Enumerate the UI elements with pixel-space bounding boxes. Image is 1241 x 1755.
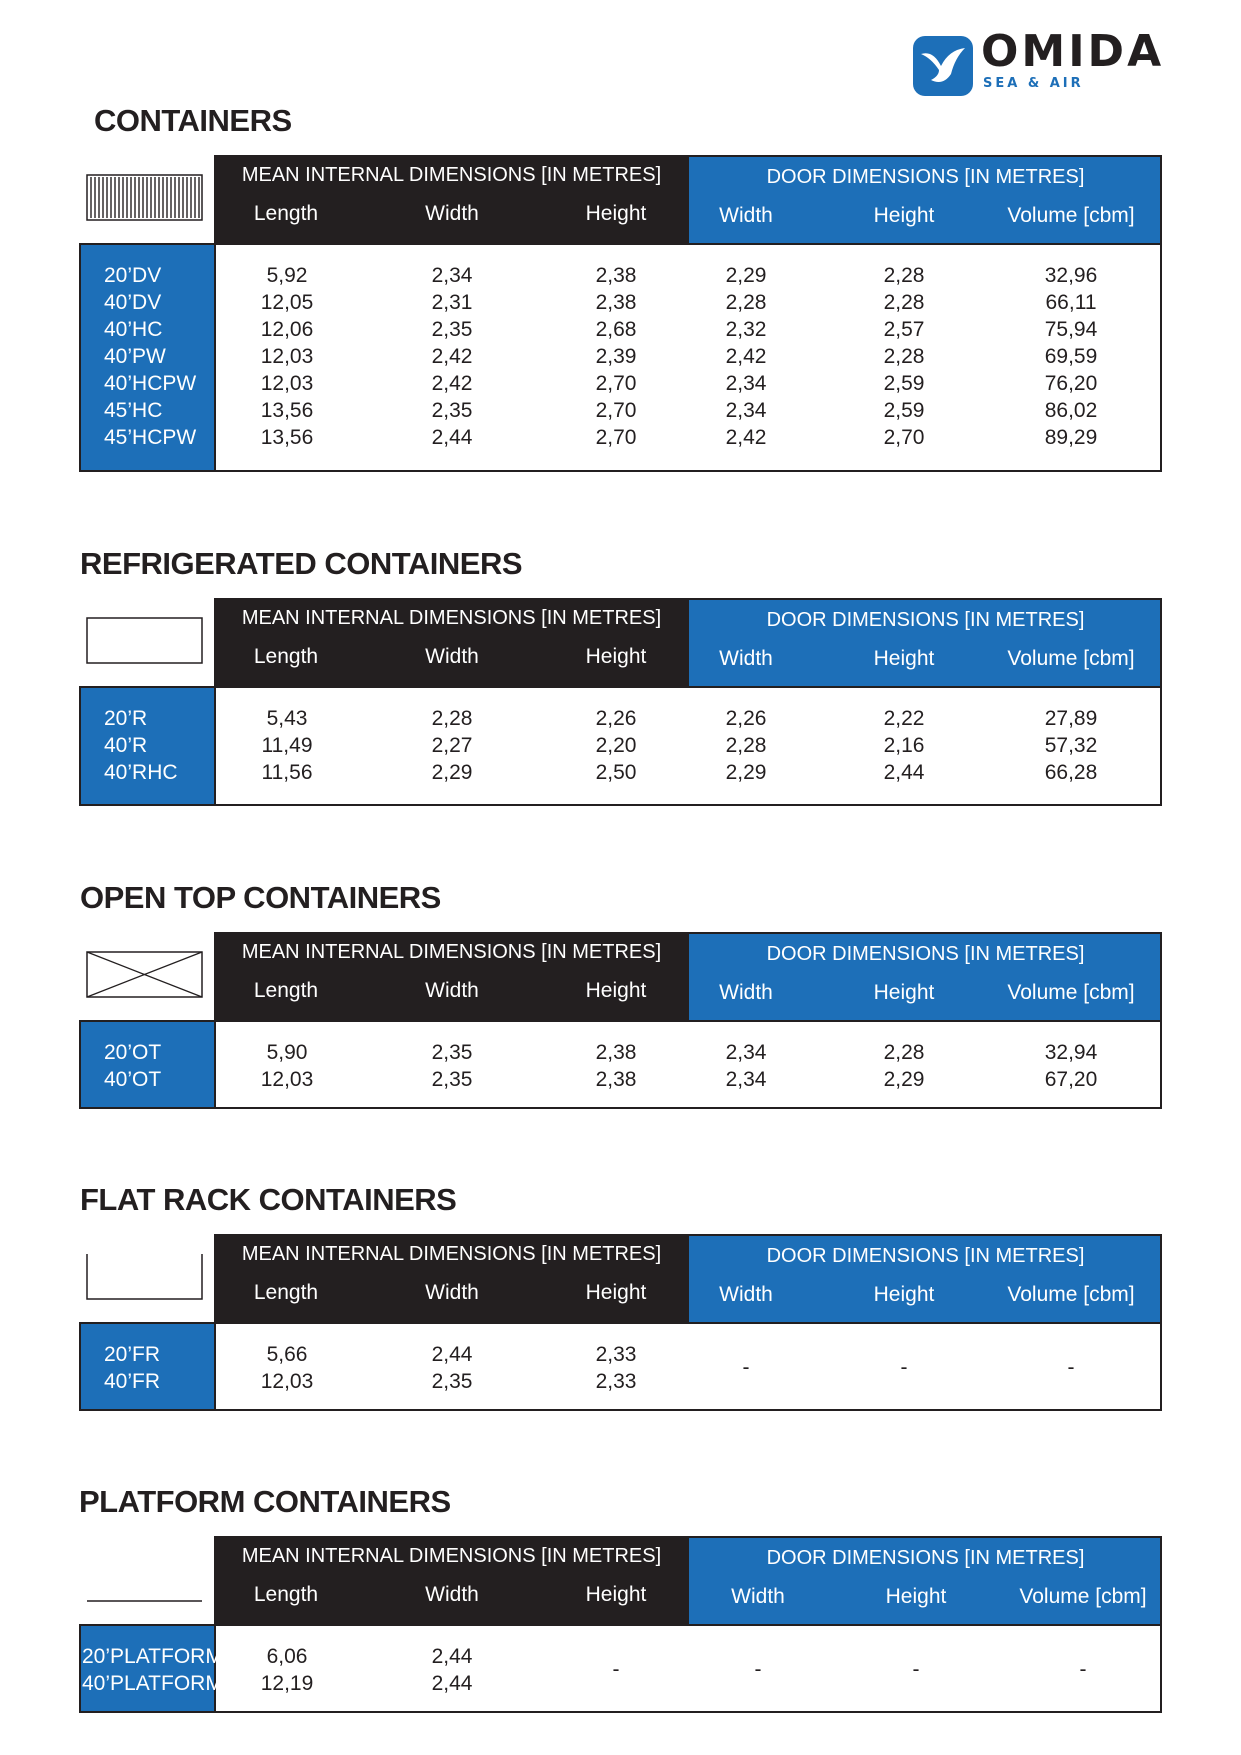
- table-row: [0, 1039, 1241, 1066]
- volume-empty: -: [1079, 1658, 1087, 1681]
- section-title-containers: CONTAINERS: [94, 103, 292, 138]
- header-length: Length: [253, 645, 319, 668]
- header-door-width: Width: [719, 981, 773, 1004]
- height-value: 2,33: [595, 1370, 637, 1393]
- height-value: 2,70: [595, 399, 637, 422]
- container-type: 40’R: [104, 734, 148, 757]
- volume-value: 67,20: [1044, 1068, 1098, 1091]
- door-height-value: 2,28: [883, 291, 925, 314]
- door-width-value: 2,42: [725, 345, 767, 368]
- width-value: 2,44: [431, 1672, 473, 1695]
- brand-name: OMIDA: [981, 26, 1165, 77]
- container-type: 20’DV: [104, 264, 162, 287]
- table-row: [0, 397, 1241, 424]
- width-value: 2,44: [431, 1343, 473, 1366]
- width-value: 2,35: [431, 1041, 473, 1064]
- height-value: 2,38: [595, 1068, 637, 1091]
- length-value: 5,43: [266, 707, 308, 730]
- volume-value: 32,94: [1044, 1041, 1098, 1064]
- ribbed-container-icon: [80, 155, 214, 245]
- header-mean-group-label: MEAN INTERNAL DIMENSIONS [IN METRES]: [241, 941, 662, 963]
- length-value: 11,56: [261, 761, 313, 784]
- header-door-height: Height: [873, 981, 935, 1004]
- reefer-container-icon: [80, 598, 214, 688]
- seagull-logo-icon: [913, 36, 973, 96]
- door-width-value: 2,34: [725, 1041, 767, 1064]
- header-mean-internal: [214, 1234, 689, 1324]
- container-type: 40’HC: [104, 318, 163, 341]
- container-type: 20’R: [104, 707, 148, 730]
- width-value: 2,42: [431, 372, 473, 395]
- table-row: [0, 262, 1241, 289]
- height-value: 2,39: [595, 345, 637, 368]
- volume-value: 32,96: [1044, 264, 1098, 287]
- length-value: 5,92: [266, 264, 308, 287]
- door-height-value: 2,29: [883, 1068, 925, 1091]
- header-height: Height: [585, 1583, 647, 1606]
- header-mean-group-label: MEAN INTERNAL DIMENSIONS [IN METRES]: [241, 1243, 662, 1265]
- header-volume: Volume [cbm]: [1007, 981, 1135, 1004]
- length-value: 12,19: [260, 1672, 314, 1695]
- table-row: [0, 1066, 1241, 1093]
- table-row: [0, 289, 1241, 316]
- volume-value: 89,29: [1044, 426, 1098, 449]
- door-height-empty: -: [900, 1356, 908, 1379]
- header-volume: Volume [cbm]: [1007, 204, 1135, 227]
- height-value: 2,26: [595, 707, 637, 730]
- header-height: Height: [585, 979, 647, 1002]
- header-volume: Volume [cbm]: [1019, 1585, 1147, 1608]
- container-type: 20’FR: [104, 1343, 161, 1366]
- table-row: [0, 370, 1241, 397]
- door-width-value: 2,42: [725, 426, 767, 449]
- door-height-empty: -: [912, 1658, 920, 1681]
- header-mean-group-label: MEAN INTERNAL DIMENSIONS [IN METRES]: [241, 164, 662, 186]
- header-volume: Volume [cbm]: [1007, 1283, 1135, 1306]
- header-door: [689, 932, 1162, 1022]
- width-value: 2,34: [431, 264, 473, 287]
- platform-container-icon: [80, 1536, 214, 1626]
- header-door: [689, 155, 1162, 245]
- header-width: Width: [425, 1281, 479, 1304]
- container-type: 45’HCPW: [104, 426, 197, 449]
- width-value: 2,35: [431, 318, 473, 341]
- table-row: [0, 705, 1241, 732]
- brand-tagline: SEA & AIR: [983, 76, 1084, 91]
- door-height-value: 2,70: [883, 426, 925, 449]
- width-value: 2,42: [431, 345, 473, 368]
- container-type: 40’RHC: [104, 761, 178, 784]
- container-type: 40’FR: [104, 1370, 161, 1393]
- header-door-width: Width: [719, 204, 773, 227]
- height-value: 2,38: [595, 291, 637, 314]
- header-length: Length: [253, 979, 319, 1002]
- header-length: Length: [253, 202, 319, 225]
- header-door-group-label: DOOR DIMENSIONS [IN METRES]: [766, 943, 1085, 965]
- header-length: Length: [253, 1281, 319, 1304]
- container-type: 40’OT: [104, 1068, 162, 1091]
- height-value: 2,70: [595, 426, 637, 449]
- table-row: [0, 424, 1241, 451]
- volume-value: 86,02: [1044, 399, 1098, 422]
- door-width-value: 2,29: [725, 264, 767, 287]
- header-door-group-label: DOOR DIMENSIONS [IN METRES]: [766, 1547, 1085, 1569]
- height-value: 2,38: [595, 1041, 637, 1064]
- height-value: 2,70: [595, 372, 637, 395]
- header-door: [689, 1536, 1162, 1626]
- length-value: 12,03: [260, 1370, 314, 1393]
- length-value: 13,56: [260, 426, 314, 449]
- container-type: 40’HCPW: [104, 372, 197, 395]
- door-height-value: 2,44: [883, 761, 925, 784]
- length-value: 12,06: [260, 318, 314, 341]
- header-mean-internal: [214, 1536, 689, 1626]
- door-width-value: 2,28: [725, 734, 767, 757]
- open-top-container-icon: [80, 932, 214, 1022]
- container-type: 40’DV: [104, 291, 162, 314]
- container-type: 40’PW: [104, 345, 166, 368]
- length-value: 5,90: [266, 1041, 308, 1064]
- header-width: Width: [425, 202, 479, 225]
- door-width-empty: -: [742, 1356, 750, 1379]
- table-row: [0, 343, 1241, 370]
- container-type: 20’PLATFORM: [82, 1645, 223, 1668]
- door-width-value: 2,32: [725, 318, 767, 341]
- door-width-value: 2,34: [725, 372, 767, 395]
- container-type: 20’OT: [104, 1041, 162, 1064]
- height-value: 2,50: [595, 761, 637, 784]
- header-door: [689, 598, 1162, 688]
- omida-logo: [913, 26, 1165, 98]
- header-length: Length: [253, 1583, 319, 1606]
- door-width-value: 2,29: [725, 761, 767, 784]
- header-mean-internal: [214, 932, 689, 1022]
- width-value: 2,44: [431, 1645, 473, 1668]
- volume-value: 66,28: [1044, 761, 1098, 784]
- length-value: 12,03: [260, 1068, 314, 1091]
- height-value: 2,20: [595, 734, 637, 757]
- section-title-platform: PLATFORM CONTAINERS: [79, 1484, 451, 1519]
- header-volume: Volume [cbm]: [1007, 647, 1135, 670]
- height-value: 2,68: [595, 318, 637, 341]
- header-width: Width: [425, 645, 479, 668]
- volume-value: 75,94: [1044, 318, 1098, 341]
- height-empty: -: [612, 1658, 620, 1681]
- header-door-group-label: DOOR DIMENSIONS [IN METRES]: [766, 166, 1085, 188]
- header-door-height: Height: [873, 647, 935, 670]
- header-door-height: Height: [885, 1585, 947, 1608]
- header-door-width: Width: [719, 647, 773, 670]
- length-value: 5,66: [266, 1343, 308, 1366]
- section-title-flat-rack: FLAT RACK CONTAINERS: [80, 1182, 457, 1217]
- width-value: 2,31: [431, 291, 473, 314]
- length-value: 13,56: [260, 399, 314, 422]
- length-value: 12,03: [260, 372, 314, 395]
- volume-value: 66,11: [1045, 291, 1097, 314]
- header-door-height: Height: [873, 1283, 935, 1306]
- height-value: 2,33: [595, 1343, 637, 1366]
- volume-value: 57,32: [1044, 734, 1098, 757]
- header-door-width: Width: [719, 1283, 773, 1306]
- width-value: 2,44: [431, 426, 473, 449]
- section-title-open-top: OPEN TOP CONTAINERS: [80, 880, 441, 915]
- header-mean-internal: [214, 598, 689, 688]
- container-type: 40’PLATFORM: [82, 1672, 223, 1695]
- volume-empty: -: [1067, 1356, 1075, 1379]
- header-door-height: Height: [873, 204, 935, 227]
- door-height-value: 2,16: [883, 734, 925, 757]
- volume-value: 69,59: [1044, 345, 1098, 368]
- door-width-value: 2,34: [725, 399, 767, 422]
- volume-value: 76,20: [1044, 372, 1098, 395]
- width-value: 2,35: [431, 1370, 473, 1393]
- door-width-empty: -: [754, 1658, 762, 1681]
- door-height-value: 2,28: [883, 345, 925, 368]
- header-width: Width: [425, 979, 479, 1002]
- header-width: Width: [425, 1583, 479, 1606]
- table-row: [0, 759, 1241, 786]
- door-height-value: 2,59: [883, 399, 925, 422]
- width-value: 2,28: [431, 707, 473, 730]
- length-value: 11,49: [261, 734, 313, 757]
- table-row: [0, 732, 1241, 759]
- width-value: 2,35: [431, 399, 473, 422]
- flat-rack-container-icon: [80, 1234, 214, 1324]
- header-mean-group-label: MEAN INTERNAL DIMENSIONS [IN METRES]: [241, 1545, 662, 1567]
- width-value: 2,35: [431, 1068, 473, 1091]
- header-door-width: Width: [731, 1585, 785, 1608]
- header-mean-internal: [214, 155, 689, 245]
- door-height-value: 2,28: [883, 264, 925, 287]
- door-height-value: 2,28: [883, 1041, 925, 1064]
- container-type: 45’HC: [104, 399, 163, 422]
- header-height: Height: [585, 1281, 647, 1304]
- width-value: 2,29: [431, 761, 473, 784]
- section-title-refrigerated: REFRIGERATED CONTAINERS: [80, 546, 523, 581]
- header-height: Height: [585, 202, 647, 225]
- door-height-value: 2,57: [883, 318, 925, 341]
- table-row: [0, 316, 1241, 343]
- header-door-group-label: DOOR DIMENSIONS [IN METRES]: [766, 609, 1085, 631]
- length-value: 12,03: [260, 345, 314, 368]
- volume-value: 27,89: [1044, 707, 1098, 730]
- door-width-value: 2,26: [725, 707, 767, 730]
- header-height: Height: [585, 645, 647, 668]
- length-value: 6,06: [266, 1645, 308, 1668]
- height-value: 2,38: [595, 264, 637, 287]
- header-door: [689, 1234, 1162, 1324]
- door-height-value: 2,59: [883, 372, 925, 395]
- header-mean-group-label: MEAN INTERNAL DIMENSIONS [IN METRES]: [241, 607, 662, 629]
- width-value: 2,27: [431, 734, 473, 757]
- door-width-value: 2,28: [725, 291, 767, 314]
- header-door-group-label: DOOR DIMENSIONS [IN METRES]: [766, 1245, 1085, 1267]
- length-value: 12,05: [260, 291, 314, 314]
- door-width-value: 2,34: [725, 1068, 767, 1091]
- door-height-value: 2,22: [883, 707, 925, 730]
